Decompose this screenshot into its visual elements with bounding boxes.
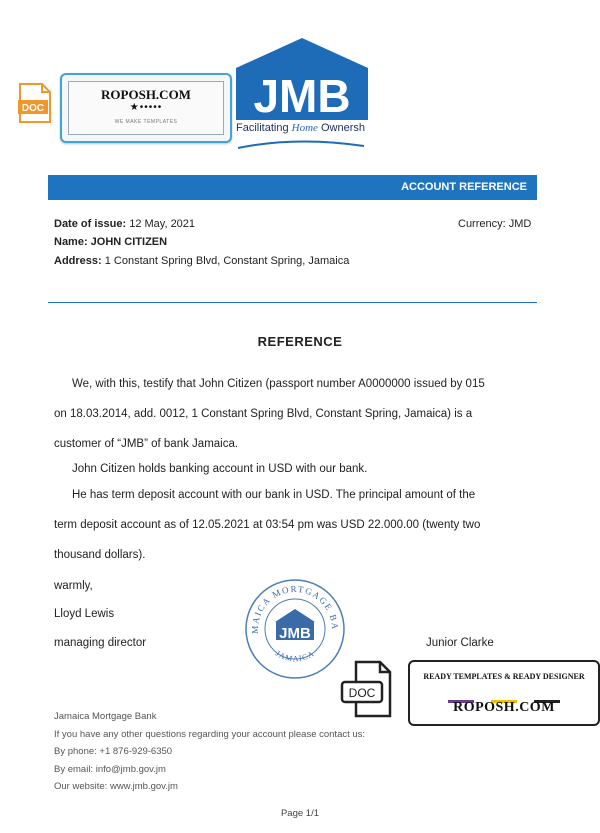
reference-paragraph-3: He has term deposit account with our bank in USD. The principal amount of the term deposit account as of 12.05.2021 at 03:54 pm was USD 22.000.00 (twenty two thousand dollars). <box>54 489 481 561</box>
second-signer-name: Junior Clarke <box>426 637 494 649</box>
doc-file-icon <box>340 660 400 718</box>
footer-email: By email: info@jmb.gov.jm <box>54 764 166 775</box>
watermark-subtitle: WE MAKE TEMPLATES <box>114 119 178 125</box>
account-reference-bar <box>48 175 537 200</box>
currency: Currency: JMD <box>458 218 532 230</box>
customer-name: Name: JOHN CITIZEN <box>54 236 168 248</box>
reference-paragraph-1: We, with this, testify that John Citizen (passport number A0000000 issued by 015 on 18.03.2014, add. 0012, 1 Constant Spring Blvd, Constant Spring, Jamaica) is a customer of “JMB” of bank Jamaica. <box>54 378 485 450</box>
jmb-logo <box>232 36 372 152</box>
ready-title: READY TEMPLATES & READY DESIGNER <box>423 672 585 681</box>
svg-text:JMB: JMB <box>279 625 311 642</box>
reference-heading: REFERENCE <box>257 334 343 349</box>
date-of-issue: Date of issue: 12 May, 2021 <box>54 218 196 230</box>
svg-text:JAMAICA: JAMAICA <box>273 648 317 664</box>
svg-text:DOC: DOC <box>348 686 376 700</box>
reference-paragraph-2: John Citizen holds banking account in USD with our bank. <box>72 463 368 475</box>
ready-name: ROPOSH.COM <box>453 700 555 715</box>
page-number: Page 1/1 <box>280 808 320 819</box>
signer-name: Lloyd Lewis <box>54 608 115 620</box>
customer-address: Address: 1 Constant Spring Blvd, Constant Spring, Jamaica <box>54 255 350 267</box>
watermark-stars: ★••••• <box>129 102 163 113</box>
footer-questions: If you have any other questions regarding your account please contact us: <box>54 729 366 740</box>
doc-file-icon <box>18 82 52 124</box>
svg-text:DOC: DOC <box>21 103 45 114</box>
svg-text:JMB: JMB <box>253 70 351 122</box>
jmb-tagline: Facilitating Home Ownersh <box>236 122 365 134</box>
footer-phone: By phone: +1 876-929-6350 <box>54 746 173 757</box>
closing: warmly, <box>54 580 93 592</box>
signer-role: managing director <box>54 637 147 649</box>
watermark-title: ROPOSH.COM <box>101 87 191 102</box>
roposh-watermark <box>60 73 232 143</box>
svg-text:JAMAICA MORTGAGE BANK: MAICA MORTGAGE BA <box>249 583 341 634</box>
header-title: ACCOUNT REFERENCE <box>401 181 527 193</box>
footer-bank: Jamaica Mortgage Bank <box>54 711 157 722</box>
tagline-swoosh <box>236 138 366 152</box>
divider <box>48 302 537 303</box>
footer-website: Our website: www.jmb.gov.jm <box>54 781 178 792</box>
ready-templates-watermark <box>408 660 600 726</box>
bank-stamp <box>244 578 346 680</box>
